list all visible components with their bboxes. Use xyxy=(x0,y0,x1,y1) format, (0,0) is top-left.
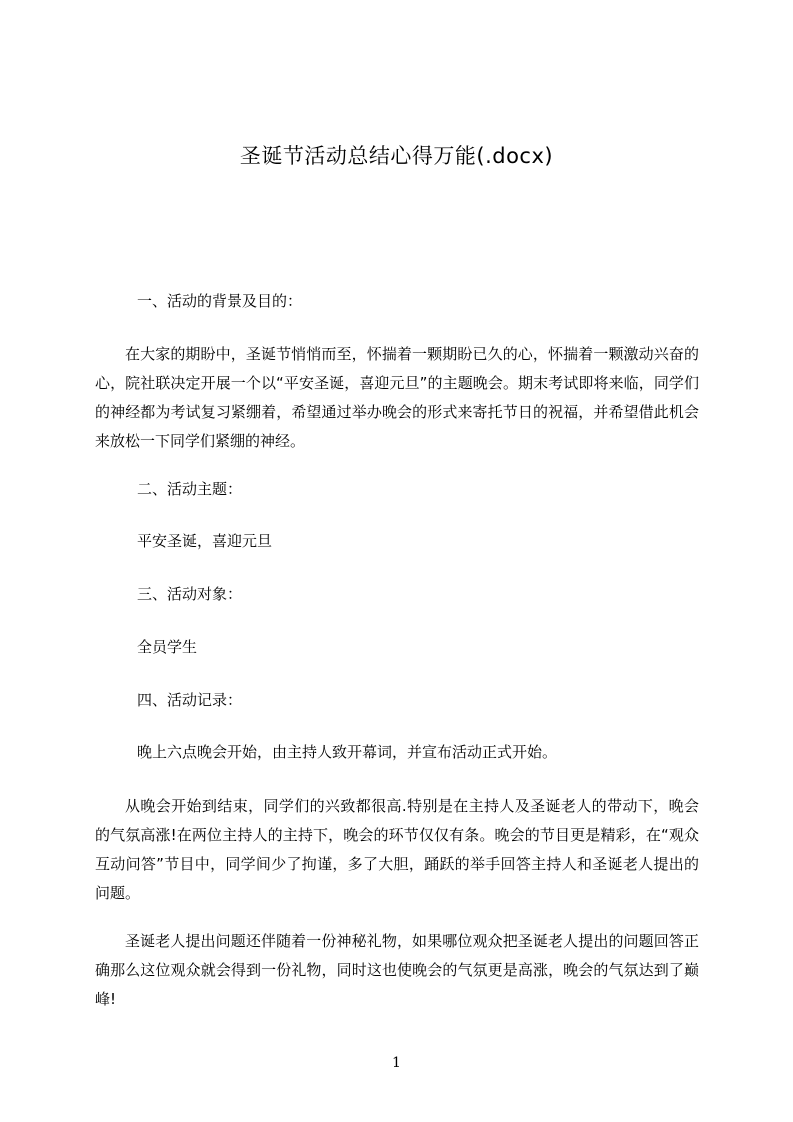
section-1-paragraph: 在大家的期盼中，圣诞节悄悄而至，怀揣着一颗期盼已久的心，怀揣着一颗激动兴奋的心，院社联决定开展一个以“平安圣诞，喜迎元旦”的主题晚会。期末考试即将来临，同学们的神经都为考试复习紧绷着，希望通过举办晚会的形式来寄托节日的祝福，并希望借此机会来放松一下同学们紧绷的神经。 xyxy=(95,345,699,450)
section-4-paragraph-2: 从晚会开始到结束，同学们的兴致都很高.特别是在主持人及圣诞老人的带动下，晚会的气氛高涨!在两位主持人的主持下，晚会的环节仅仅有条。晚会的节目更是精彩，在“观众互动问答”节目中，同学间少了拘谨，多了大胆，踊跃的举手回答主持人和圣诞老人提出的问题。 xyxy=(95,797,699,902)
document-title: 圣诞节活动总结心得万能(.docx) xyxy=(239,144,554,168)
section-4-paragraph-1: 晚上六点晚会开始，由主持人致开幕词，并宣布活动正式开始。 xyxy=(137,743,558,761)
section-4-paragraph-3: 圣诞老人提出问题还伴随着一份神秘礼物，如果哪位观众把圣诞老人提出的问题回答正确那么这位观众就会得到一份礼物，同时这也使晚会的气氛更是高涨，晚会的气氛达到了巅峰! xyxy=(95,932,699,1008)
section-1-heading: 一、活动的背景及目的： xyxy=(137,292,303,310)
section-3-heading: 三、活动对象： xyxy=(137,585,243,603)
section-2-heading: 二、活动主题： xyxy=(137,480,243,498)
section-2-paragraph: 平安圣诞，喜迎元旦 xyxy=(137,532,273,550)
section-4-heading: 四、活动记录： xyxy=(137,691,243,709)
page-number: 1 xyxy=(392,1055,401,1071)
section-3-paragraph: 全员学生 xyxy=(137,638,198,656)
